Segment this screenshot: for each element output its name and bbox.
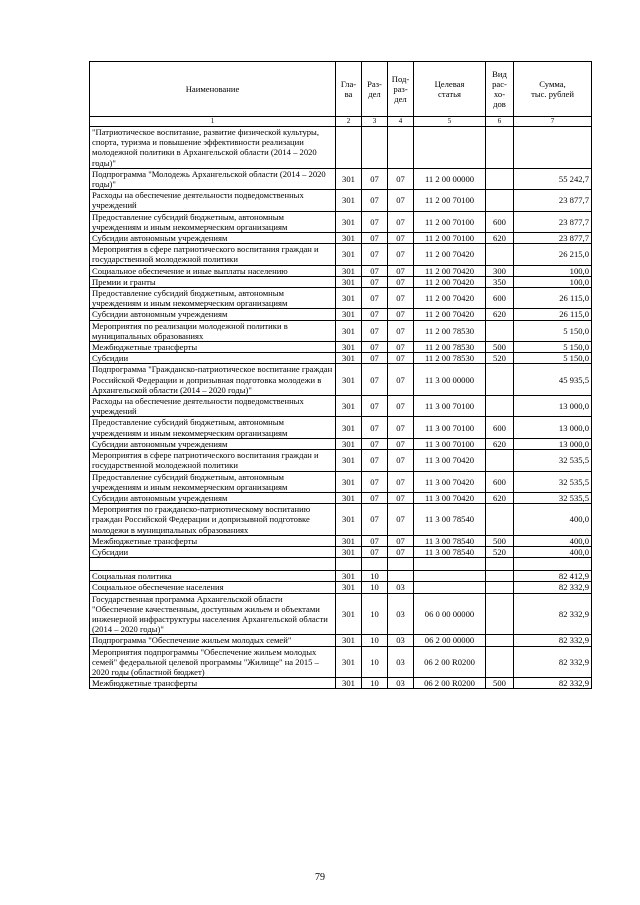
row-vid: [486, 190, 514, 211]
row-name: Государственная программа Архангельской области "Обеспечение качественным, доступным жильем и объектами инженерной инфраструктуры населения Архангельской области (2014 – 2020 годы)": [90, 593, 336, 635]
row-sum: 5 150,0: [514, 320, 592, 341]
row-sum: 55 242,7: [514, 168, 592, 189]
row-name: Социальная политика: [90, 571, 336, 582]
row-sum: 100,0: [514, 265, 592, 276]
row-vid: 520: [486, 353, 514, 364]
row-glava: 301: [336, 504, 362, 536]
row-glava: [336, 558, 362, 571]
row-name: Субсидии автономным учреждениям: [90, 233, 336, 244]
row-razdel: 07: [362, 168, 388, 189]
row-podrazdel: 07: [388, 190, 414, 211]
row-podrazdel: 07: [388, 438, 414, 449]
table-row: [90, 320, 592, 341]
row-target: 06 2 00 00000: [414, 635, 486, 646]
table-body: [90, 127, 592, 689]
row-razdel: 07: [362, 364, 388, 396]
row-podrazdel: 07: [388, 168, 414, 189]
table-row: [90, 168, 592, 189]
table-row: [90, 211, 592, 232]
row-podrazdel: 03: [388, 593, 414, 635]
row-target: [414, 582, 486, 593]
row-target: 11 2 00 78530: [414, 320, 486, 341]
row-glava: 301: [336, 646, 362, 678]
row-sum: 82 332,9: [514, 635, 592, 646]
row-glava: 301: [336, 571, 362, 582]
page-number: 79: [315, 872, 325, 883]
table-row: [90, 438, 592, 449]
row-name: Межбюджетные трансферты: [90, 342, 336, 353]
row-name: Мероприятия в сфере патриотического воспитания граждан и государственной молодежной политики: [90, 244, 336, 265]
row-podrazdel: 07: [388, 471, 414, 492]
row-name: Подпрограмма "Гражданско-патриотическое воспитание граждан Российской Федерации и допризывная подготовка молодежи в Архангельской области (2014 – 2020 годы)": [90, 364, 336, 396]
row-vid: 500: [486, 342, 514, 353]
row-podrazdel: 07: [388, 320, 414, 341]
row-vid: [486, 127, 514, 169]
row-name: Предоставление субсидий бюджетным, автономным учреждениям и иным некоммерческим организациям: [90, 211, 336, 232]
row-vid: [486, 593, 514, 635]
row-name: Социальное обеспечение и иные выплаты населению: [90, 265, 336, 276]
row-sum: 82 332,9: [514, 646, 592, 678]
row-glava: 301: [336, 450, 362, 471]
row-vid: [486, 504, 514, 536]
row-glava: 301: [336, 438, 362, 449]
row-sum: 32 535,5: [514, 492, 592, 503]
row-name: "Патриотическое воспитание, развитие физической культуры, спорта, туризма и повышение эффективности реализации молодежной политики в Архангельской области (2014 – 2020 годы)": [90, 127, 336, 169]
row-vid: 600: [486, 211, 514, 232]
row-vid: 620: [486, 233, 514, 244]
row-name: Мероприятия по гражданско-патриотическому воспитанию граждан Российской Федерации и допризывной подготовке молодежи в муниципальных образованиях: [90, 504, 336, 536]
table-row: [90, 353, 592, 364]
header-razdel: Раз- дел: [362, 62, 388, 117]
row-sum: [514, 558, 592, 571]
row-target: 11 3 00 78540: [414, 535, 486, 546]
row-glava: 301: [336, 233, 362, 244]
row-podrazdel: 07: [388, 450, 414, 471]
row-glava: [336, 127, 362, 169]
col-number: 7: [514, 117, 592, 127]
row-name: Предоставление субсидий бюджетным, автономным учреждениям и иным некоммерческим организациям: [90, 288, 336, 309]
row-sum: 13 000,0: [514, 396, 592, 417]
table-row: [90, 504, 592, 536]
row-glava: 301: [336, 582, 362, 593]
row-name: Субсидии автономным учреждениям: [90, 492, 336, 503]
row-razdel: 10: [362, 582, 388, 593]
table-row: [90, 571, 592, 582]
row-sum: 82 412,9: [514, 571, 592, 582]
table-row: [90, 582, 592, 593]
row-razdel: [362, 558, 388, 571]
row-name: Мероприятия по реализации молодежной политики в муниципальных образованиях: [90, 320, 336, 341]
row-target: 11 2 00 70420: [414, 288, 486, 309]
row-podrazdel: 07: [388, 276, 414, 287]
row-razdel: 07: [362, 265, 388, 276]
row-razdel: 07: [362, 450, 388, 471]
row-target: 11 3 00 70420: [414, 450, 486, 471]
row-sum: 13 000,0: [514, 438, 592, 449]
row-vid: 620: [486, 438, 514, 449]
row-sum: 400,0: [514, 535, 592, 546]
row-podrazdel: 07: [388, 233, 414, 244]
row-target: 11 3 00 70100: [414, 396, 486, 417]
row-glava: 301: [336, 265, 362, 276]
row-podrazdel: 03: [388, 582, 414, 593]
row-sum: [514, 127, 592, 169]
row-vid: 600: [486, 471, 514, 492]
row-podrazdel: [388, 127, 414, 169]
row-target: 11 2 00 70420: [414, 265, 486, 276]
row-target: 11 2 00 70100: [414, 190, 486, 211]
table-row: [90, 535, 592, 546]
table-row: [90, 450, 592, 471]
row-podrazdel: 07: [388, 492, 414, 503]
row-glava: 301: [336, 320, 362, 341]
row-razdel: 10: [362, 678, 388, 689]
row-name: Расходы на обеспечение деятельности подведомственных учреждений: [90, 190, 336, 211]
header-name: Наименование: [90, 62, 336, 117]
row-sum: 26 115,0: [514, 309, 592, 320]
row-name: [90, 558, 336, 571]
row-glava: 301: [336, 211, 362, 232]
row-sum: 32 535,5: [514, 471, 592, 492]
col-number: 3: [362, 117, 388, 127]
row-name: Подпрограмма "Молодежь Архангельской области (2014 – 2020 годы)": [90, 168, 336, 189]
row-target: 11 3 00 70100: [414, 417, 486, 438]
row-podrazdel: 03: [388, 646, 414, 678]
row-glava: 301: [336, 244, 362, 265]
header-row: [90, 62, 592, 117]
row-razdel: 10: [362, 646, 388, 678]
table-row: [90, 309, 592, 320]
row-glava: 301: [336, 276, 362, 287]
row-target: 11 2 00 78530: [414, 353, 486, 364]
row-razdel: 07: [362, 417, 388, 438]
row-podrazdel: 07: [388, 535, 414, 546]
row-sum: 26 115,0: [514, 288, 592, 309]
row-razdel: 10: [362, 593, 388, 635]
row-target: 11 2 00 00000: [414, 168, 486, 189]
row-sum: 5 150,0: [514, 353, 592, 364]
table-row: [90, 288, 592, 309]
row-razdel: 07: [362, 288, 388, 309]
budget-table: [89, 61, 592, 689]
row-sum: 82 332,9: [514, 593, 592, 635]
row-glava: 301: [336, 364, 362, 396]
table-row: [90, 678, 592, 689]
header-podrazdel: Под- раз- дел: [388, 62, 414, 117]
row-podrazdel: 07: [388, 342, 414, 353]
row-razdel: 07: [362, 211, 388, 232]
row-glava: 301: [336, 168, 362, 189]
row-vid: 500: [486, 535, 514, 546]
row-podrazdel: 07: [388, 309, 414, 320]
row-glava: 301: [336, 635, 362, 646]
table-row: [90, 342, 592, 353]
row-sum: 13 000,0: [514, 417, 592, 438]
row-target: 11 3 00 00000: [414, 364, 486, 396]
row-vid: 520: [486, 546, 514, 557]
row-glava: 301: [336, 309, 362, 320]
row-razdel: 10: [362, 635, 388, 646]
row-podrazdel: 07: [388, 288, 414, 309]
row-vid: [486, 364, 514, 396]
col-number: 1: [90, 117, 336, 127]
table-row: [90, 471, 592, 492]
row-razdel: 07: [362, 471, 388, 492]
row-sum: 23 877,7: [514, 211, 592, 232]
row-target: 11 3 00 70100: [414, 438, 486, 449]
row-sum: 45 935,5: [514, 364, 592, 396]
row-glava: 301: [336, 342, 362, 353]
row-razdel: 07: [362, 342, 388, 353]
table-row: [90, 190, 592, 211]
row-razdel: 07: [362, 396, 388, 417]
row-podrazdel: [388, 558, 414, 571]
row-podrazdel: 07: [388, 265, 414, 276]
row-podrazdel: 07: [388, 417, 414, 438]
row-target: [414, 127, 486, 169]
row-target: 11 2 00 70420: [414, 276, 486, 287]
row-sum: 23 877,7: [514, 190, 592, 211]
table-row: [90, 244, 592, 265]
row-vid: [486, 450, 514, 471]
row-vid: [486, 320, 514, 341]
row-vid: 620: [486, 309, 514, 320]
row-name: Субсидии автономным учреждениям: [90, 309, 336, 320]
row-name: Субсидии: [90, 353, 336, 364]
row-vid: 620: [486, 492, 514, 503]
row-target: 11 3 00 70420: [414, 471, 486, 492]
row-podrazdel: 03: [388, 635, 414, 646]
row-target: 11 2 00 70100: [414, 211, 486, 232]
table-row: [90, 265, 592, 276]
table-row: [90, 635, 592, 646]
row-razdel: 07: [362, 233, 388, 244]
row-target: [414, 558, 486, 571]
row-glava: 301: [336, 417, 362, 438]
row-target: 11 2 00 70420: [414, 244, 486, 265]
row-razdel: 07: [362, 438, 388, 449]
row-glava: 301: [336, 678, 362, 689]
row-vid: [486, 571, 514, 582]
row-glava: 301: [336, 593, 362, 635]
row-razdel: 07: [362, 353, 388, 364]
row-vid: 600: [486, 288, 514, 309]
row-target: 06 0 00 00000: [414, 593, 486, 635]
row-glava: 301: [336, 471, 362, 492]
row-sum: 32 535,5: [514, 450, 592, 471]
row-razdel: [362, 127, 388, 169]
row-sum: 5 150,0: [514, 342, 592, 353]
row-razdel: 07: [362, 546, 388, 557]
row-sum: 400,0: [514, 504, 592, 536]
row-sum: 26 215,0: [514, 244, 592, 265]
row-name: Субсидии автономным учреждениям: [90, 438, 336, 449]
row-glava: 301: [336, 535, 362, 546]
row-glava: 301: [336, 353, 362, 364]
table-row: [90, 364, 592, 396]
row-razdel: 10: [362, 571, 388, 582]
row-name: Премии и гранты: [90, 276, 336, 287]
row-podrazdel: 07: [388, 244, 414, 265]
row-vid: [486, 244, 514, 265]
row-vid: [486, 558, 514, 571]
row-razdel: 07: [362, 535, 388, 546]
row-razdel: 07: [362, 320, 388, 341]
row-sum: 82 332,9: [514, 678, 592, 689]
row-target: 11 3 00 78540: [414, 504, 486, 536]
row-vid: [486, 168, 514, 189]
row-name: Межбюджетные трансферты: [90, 678, 336, 689]
col-number: 6: [486, 117, 514, 127]
row-name: Социальное обеспечение населения: [90, 582, 336, 593]
row-name: Подпрограмма "Обеспечение жильем молодых семей": [90, 635, 336, 646]
row-podrazdel: 07: [388, 364, 414, 396]
table-row: [90, 396, 592, 417]
row-vid: [486, 396, 514, 417]
table-row: [90, 646, 592, 678]
table-row: [90, 492, 592, 503]
row-vid: [486, 646, 514, 678]
row-sum: 82 332,9: [514, 582, 592, 593]
row-vid: 300: [486, 265, 514, 276]
row-podrazdel: 07: [388, 546, 414, 557]
row-target: [414, 571, 486, 582]
table-row: [90, 127, 592, 169]
row-target: 11 2 00 78530: [414, 342, 486, 353]
row-podrazdel: [388, 571, 414, 582]
row-name: Мероприятия подпрограммы "Обеспечение жильем молодых семей" федеральной целевой программы "Жилище" на 2015 – 2020 годы (областной бюджет): [90, 646, 336, 678]
table-row: [90, 593, 592, 635]
table-row: [90, 417, 592, 438]
row-name: Субсидии: [90, 546, 336, 557]
row-vid: [486, 582, 514, 593]
column-number-row: [90, 117, 592, 127]
row-target: 11 2 00 70420: [414, 309, 486, 320]
row-razdel: 07: [362, 309, 388, 320]
row-glava: 301: [336, 190, 362, 211]
row-razdel: 07: [362, 276, 388, 287]
header-vid: Вид рас- хо- дов: [486, 62, 514, 117]
row-target: 06 2 00 R0200: [414, 678, 486, 689]
row-glava: 301: [336, 288, 362, 309]
row-target: 11 2 00 70100: [414, 233, 486, 244]
row-podrazdel: 07: [388, 353, 414, 364]
table-row: [90, 558, 592, 571]
row-vid: [486, 635, 514, 646]
row-name: Мероприятия в сфере патриотического воспитания граждан и государственной молодежной политики: [90, 450, 336, 471]
row-sum: 400,0: [514, 546, 592, 557]
table-row: [90, 233, 592, 244]
row-podrazdel: 07: [388, 504, 414, 536]
row-name: Предоставление субсидий бюджетным, автономным учреждениям и иным некоммерческим организациям: [90, 417, 336, 438]
table-row: [90, 276, 592, 287]
row-razdel: 07: [362, 190, 388, 211]
row-podrazdel: 07: [388, 211, 414, 232]
row-vid: 500: [486, 678, 514, 689]
col-number: 4: [388, 117, 414, 127]
row-target: 06 2 00 R0200: [414, 646, 486, 678]
row-name: Межбюджетные трансферты: [90, 535, 336, 546]
row-glava: 301: [336, 396, 362, 417]
row-name: Расходы на обеспечение деятельности подведомственных учреждений: [90, 396, 336, 417]
row-podrazdel: 07: [388, 396, 414, 417]
row-razdel: 07: [362, 492, 388, 503]
table-row: [90, 546, 592, 557]
row-razdel: 07: [362, 244, 388, 265]
row-name: Предоставление субсидий бюджетным, автономным учреждениям и иным некоммерческим организациям: [90, 471, 336, 492]
row-glava: 301: [336, 492, 362, 503]
header-glava: Гла- ва: [336, 62, 362, 117]
row-vid: 350: [486, 276, 514, 287]
row-sum: 100,0: [514, 276, 592, 287]
row-glava: 301: [336, 546, 362, 557]
col-number: 5: [414, 117, 486, 127]
header-sum: Сумма, тыс. рублей: [514, 62, 592, 117]
row-sum: 23 877,7: [514, 233, 592, 244]
row-podrazdel: 03: [388, 678, 414, 689]
row-target: 11 3 00 78540: [414, 546, 486, 557]
col-number: 2: [336, 117, 362, 127]
row-target: 11 3 00 70420: [414, 492, 486, 503]
row-vid: 600: [486, 417, 514, 438]
row-razdel: 07: [362, 504, 388, 536]
header-target: Целевая статья: [414, 62, 486, 117]
